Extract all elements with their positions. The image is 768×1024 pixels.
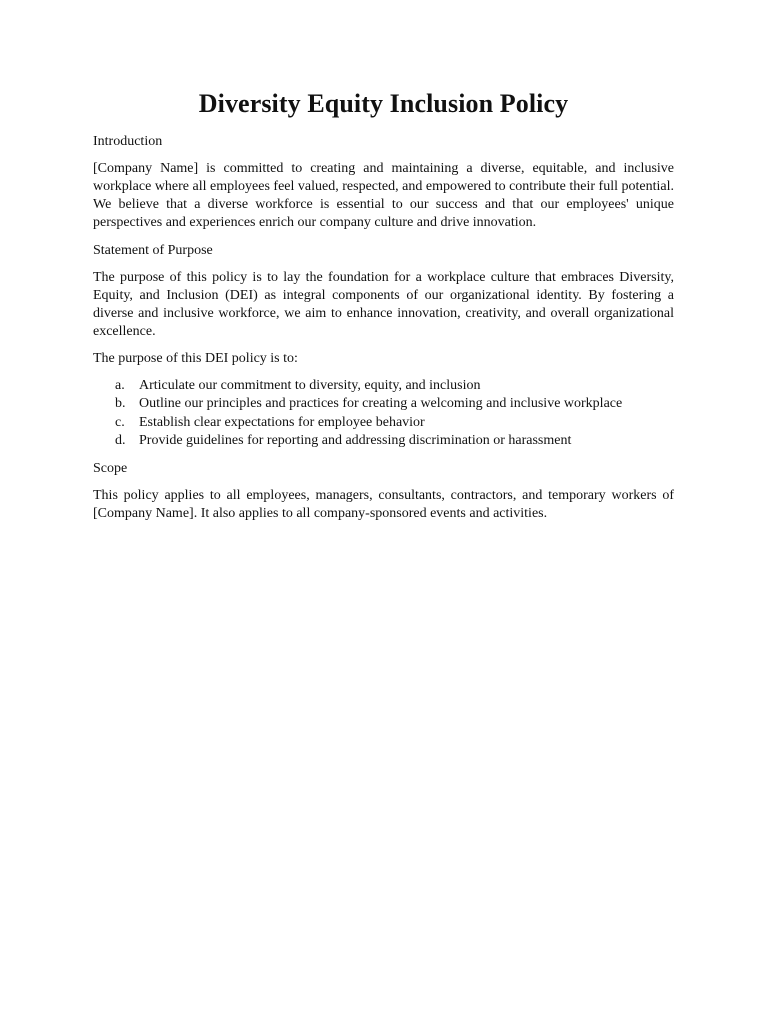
page-title: Diversity Equity Inclusion Policy xyxy=(198,89,569,118)
list-marker: b. xyxy=(115,396,126,412)
list-item-text: Provide guidelines for reporting and addressing discrimination or harassment xyxy=(139,432,572,448)
section-introduction xyxy=(93,133,674,232)
section-scope xyxy=(93,460,674,523)
list-item xyxy=(93,395,674,413)
list-marker: d. xyxy=(115,432,126,448)
list-item xyxy=(93,432,674,450)
section-heading-introduction: Introduction xyxy=(93,134,163,149)
purpose-list xyxy=(93,377,674,450)
list-item-text: Articulate our commitment to diversity, equity, and inclusion xyxy=(139,378,481,393)
section-heading-statement-of-purpose: Statement of Purpose xyxy=(93,243,213,258)
section-statement-of-purpose xyxy=(93,242,674,450)
list-marker: a. xyxy=(115,378,125,393)
list-intro: The purpose of this DEI policy is to: xyxy=(93,351,298,366)
scope-paragraph: This policy applies to all employees, managers, consultants, contractors, and temporary workers of [Company Name]. It also applies to all company-sponsored events and activities. xyxy=(93,488,674,522)
list-item xyxy=(93,377,674,395)
list-marker: c. xyxy=(115,414,125,430)
list-item xyxy=(93,414,674,432)
introduction-paragraph: [Company Name] is committed to creating and maintaining a diverse, equitable, and inclusive workplace where all employees feel valued, respected, and empowered to contribute their full potential. We believe that a diverse workforce is essential to our success and that our employees' unique perspectives and experiences enrich our company culture and drive innovation. xyxy=(93,161,674,230)
statement-of-purpose-paragraph: The purpose of this policy is to lay the foundation for a workplace culture that embraces Diversity, Equity, and Inclusion (DEI) as integral components of our organizational identity. By fostering a diverse and inclusive workforce, we aim to enhance innovation, creativity, and overall organizational excellence. xyxy=(93,270,674,339)
list-item-text: Outline our principles and practices for creating a welcoming and inclusive workplace xyxy=(139,396,623,412)
list-item-text: Establish clear expectations for employee behavior xyxy=(139,414,425,430)
section-heading-scope: Scope xyxy=(93,461,128,477)
